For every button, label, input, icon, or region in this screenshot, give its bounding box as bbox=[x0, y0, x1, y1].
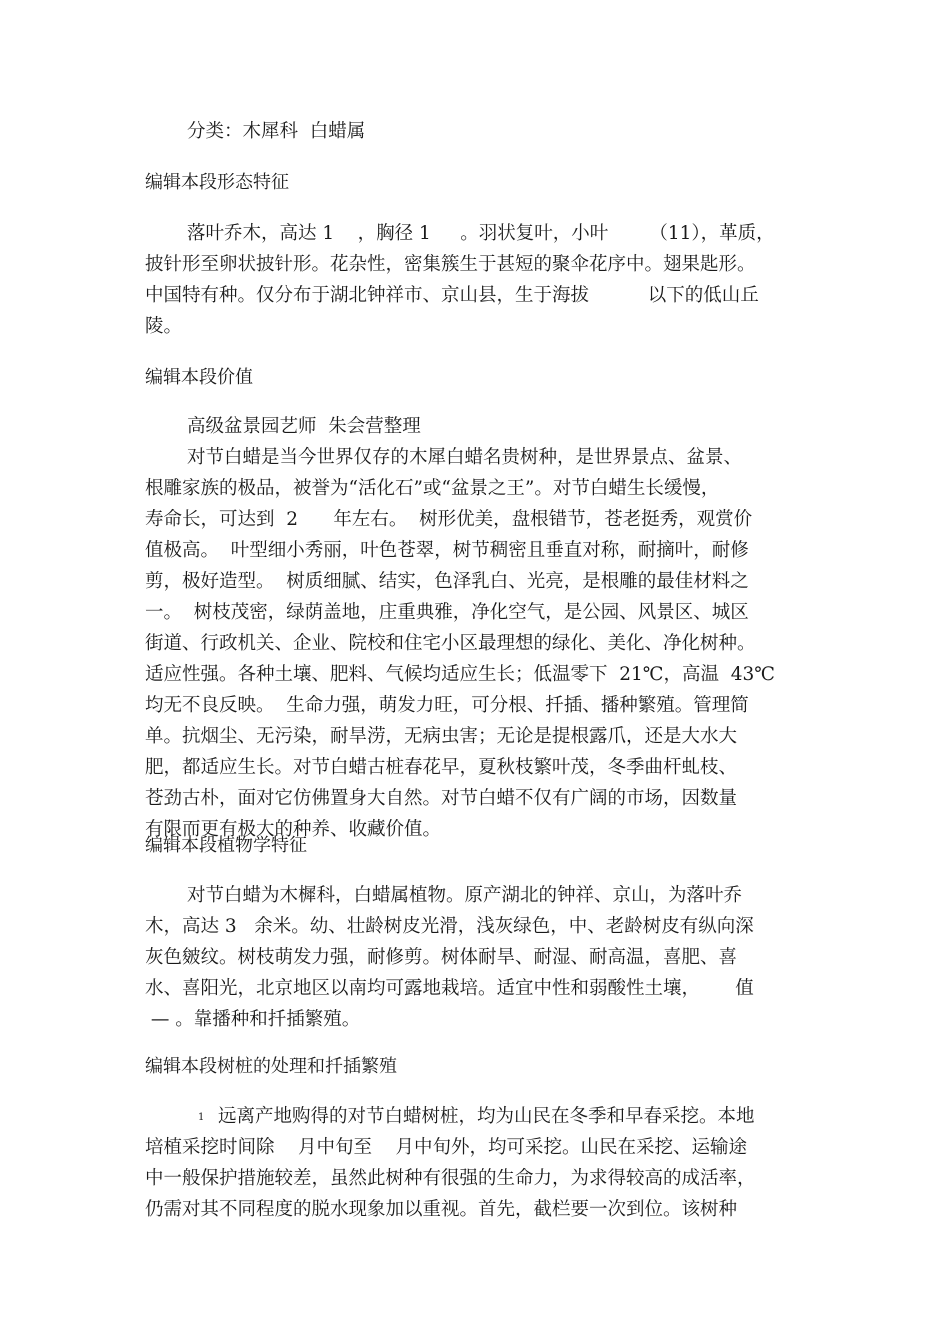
paragraph-line: 街道、行政机关、企业、院校和住宅小区最理想的绿化、美化、净化树种。 bbox=[145, 633, 756, 654]
author-line: 高级盆景园艺师 朱会营整理 bbox=[187, 416, 421, 437]
paragraph-line: 培植采挖时间除 月中旬至 月中旬外，均可采挖。山民在采挖、运输途 bbox=[145, 1137, 748, 1158]
classification-line: 分类：木犀科 白蜡属 bbox=[187, 121, 366, 142]
paragraph-line: 寿命长，可达到 2 年左右。 树形优美，盘根错节，苍老挺秀，观赏价 bbox=[145, 509, 753, 530]
paragraph-line: 一。 树枝茂密，绿荫盖地，庄重典雅，净化空气，是公园、风景区、城区 bbox=[145, 602, 749, 623]
paragraph-line: 灰色皴纹。树枝萌发力强，耐修剪。树体耐旱、耐湿、耐高温，喜肥、喜 bbox=[145, 947, 738, 968]
paragraph-line: 木，高达 3 余米。幼、壮龄树皮光滑，浅灰绿色，中、老龄树皮有纵向深 bbox=[145, 916, 754, 937]
section-heading-stump-processing: 编辑本段树桩的处理和扦插繁殖 bbox=[145, 1056, 397, 1077]
paragraph-line: 均无不良反映。 生命力强，萌发力旺，可分根、扦插、播种繁殖。管理简 bbox=[145, 695, 749, 716]
paragraph-line: 单。抗烟尘、无污染，耐旱涝，无病虫害；无论是提根露爪，还是大水大 bbox=[145, 726, 738, 747]
paragraph-line: 陵。 bbox=[145, 316, 183, 337]
paragraph-line: 肥，都适应生长。对节白蜡古桩春花早，夏秋枝繁叶茂，冬季曲杆虬枝、 bbox=[145, 757, 738, 778]
paragraph-line: 远离产地购得的对节白蜡树桩，均为山民在冬季和早春采挖。本地 bbox=[218, 1106, 755, 1127]
paragraph-line: 对节白蜡是当今世界仅存的木犀白蜡名贵树种，是世界景点、盆景、 bbox=[187, 447, 743, 468]
paragraph-line: 披针形至卵状披针形。花杂性，密集簇生于甚短的聚伞花序中。翅果匙形。 bbox=[145, 254, 756, 275]
paragraph-line: 有限而更有极大的种养、收藏价值。 bbox=[145, 819, 442, 840]
section-heading-botany: 编辑本段植物学特征 bbox=[145, 835, 307, 856]
paragraph-line: 适应性强。各种土壤、肥料、气候均适应生长；低温零下 21℃，高温 43℃ bbox=[145, 664, 775, 685]
section-heading-value: 编辑本段价值 bbox=[145, 367, 253, 388]
paragraph-line: 根雕家族的极品，被誉为“活化石”或“盆景之王”。对节白蜡生长缓慢， bbox=[145, 478, 720, 499]
paragraph-line: 落叶乔木，高达 1 ，胸径 1 。羽状复叶，小叶 （11），革质， bbox=[187, 223, 775, 244]
section-heading-morphology: 编辑本段形态特征 bbox=[145, 172, 289, 193]
paragraph-line: 中国特有种。仅分布于湖北钟祥市、京山县，生于海拔 以下的低山丘 bbox=[145, 285, 759, 306]
paragraph-line: 对节白蜡为木樨科，白蜡属植物。原产湖北的钟祥、京山，为落叶乔 bbox=[187, 885, 743, 906]
paragraph-line: 水、喜阳光，北京地区以南均可露地栽培。适宜中性和弱酸性土壤， 值 bbox=[145, 978, 754, 999]
paragraph-line: 剪，极好造型。 树质细腻、结实，色泽乳白、光亮，是根雕的最佳材料之 bbox=[145, 571, 749, 592]
paragraph-line: — 。靠播种和扦插繁殖。 bbox=[145, 1009, 361, 1030]
paragraph-line: 仍需对其不同程度的脱水现象加以重视。首先，截栏要一次到位。该树种 bbox=[145, 1199, 738, 1220]
paragraph-line: 中一般保护措施较差，虽然此树种有很强的生命力，为求得较高的成活率， bbox=[145, 1168, 756, 1189]
paragraph-line: 值极高。 叶型细小秀丽，叶色苍翠，树节稠密且垂直对称，耐摘叶，耐修 bbox=[145, 540, 749, 561]
paragraph-line: 苍劲古朴，面对它仿佛置身大自然。对节白蜡不仅有广阔的市场，因数量 bbox=[145, 788, 738, 809]
list-number-marker: 1 bbox=[198, 1112, 205, 1123]
